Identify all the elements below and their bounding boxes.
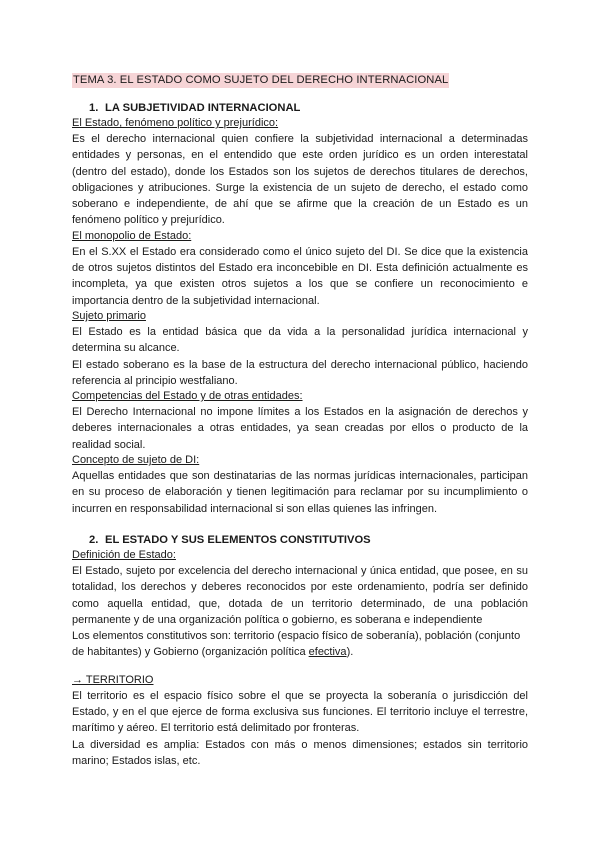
paragraph-sujeto-primario-1: El Estado es la entidad básica que da vida a la personalidad jurídica internacional y determina su alcance.: [72, 325, 528, 355]
document-page: [72, 70, 528, 769]
paragraph-territorio-1: El territorio es el espacio físico sobre el que se proyecta la soberanía o jurisdicción del Estado, y en el que ejerce de forma exclusiva sus funciones. El territorio incluye el terrestre, marítimo y aéreo. El territorio está delimitado por fronteras.: [72, 689, 528, 735]
paragraph-territorio-2: La diversidad es amplia: Estados con más o menos dimensiones; estados sin territorio marino; Estados islas, etc.: [72, 738, 528, 767]
paragraph-elementos-constitutivos: [72, 628, 528, 661]
subheading-sujeto-primario: Sujeto primario: [72, 309, 146, 322]
section-1-heading: [72, 101, 528, 116]
document-title: TEMA 3. EL ESTADO COMO SUJETO DEL DERECHO INTERNACIONAL: [73, 74, 449, 86]
paragraph-monopolio: En el S.XX el Estado era considerado como el único sujeto del DI. Se dice que la existencia de otros sujetos distintos del Estado era inconcebible en DI. Esta definición actualmente es incompleta, ya que existen otros sujetos a los que se confiere un reconocimiento e importancia dentro de la subjetividad internacional.: [72, 245, 528, 307]
section-2-title: EL ESTADO Y SUS ELEMENTOS CONSTITUTIVOS: [105, 533, 371, 546]
paragraph-competencias: El Derecho Internacional no impone límites a los Estados en la asignación de derechos y deberes internacionales a otras entidades, ya sean creadas por ellos o producto de la realidad social.: [72, 406, 528, 451]
section-1-title: LA SUBJETIVIDAD INTERNACIONAL: [105, 102, 301, 114]
paragraph-sujeto-primario-2: El estado soberano es la base de la estructura del derecho internacional público, haciendo referencia al principio westfaliano.: [72, 358, 528, 387]
subheading-territorio: → TERRITORIO: [72, 673, 154, 686]
subheading-monopolio: El monopolio de Estado:: [72, 229, 192, 242]
paragraph-estado-fenomeno: Es el derecho internacional quien confiere la subjetividad internacional a determinadas entidades y personas, en el entendido que este orden jurídico es un orden interestatal (dentro del estado), donde los Estados son los sujetos de derechos titulares de derechos, obligaciones y atribuciones. Surge la existencia de un sujeto de derecho, el estado como soberano e independiente, de ahí que se afirme que la creación de un Estado es un fenómeno político y prejurídico.: [72, 133, 528, 227]
subheading-concepto-sujeto: Concepto de sujeto de DI:: [72, 454, 200, 467]
subheading-competencias: Competencias del Estado y de otras entidades:: [72, 390, 303, 403]
subheading-estado-fenomeno: El Estado, fenómeno político y prejurídico:: [72, 117, 279, 129]
paragraph-definicion-estado: El Estado, sujeto por excelencia del derecho internacional y única entidad, que posee, en su totalidad, los derechos y deberes reconocidos por este ordenamiento, podría ser definido como aquella entidad, que, dotada de un territorio determinado, de una población permanente y de una organización política o gobierno, es soberana e independiente: [72, 564, 528, 626]
elementos-text-start: Los elementos constitutivos son: territorio (espacio físico de soberanía), población (conjunto de habitantes) y Gobierno (organización política: [72, 630, 521, 659]
elementos-text-end: ).: [346, 646, 354, 659]
subheading-definicion-estado: Definición de Estado:: [72, 548, 176, 561]
section-1-number: 1.: [89, 102, 99, 114]
paragraph-concepto-sujeto: Aquellas entidades que son destinatarias de las normas jurídicas internacionales, participan en su proceso de elaboración y tienen legitimación para reclamar por su incumplimiento o incurren en responsabilidad internacional si son ellas quienes las infringen.: [72, 470, 528, 515]
section-2-heading: [72, 533, 528, 548]
section-2-number: 2.: [89, 533, 99, 546]
elementos-text-underlined: efectiva: [308, 646, 347, 659]
